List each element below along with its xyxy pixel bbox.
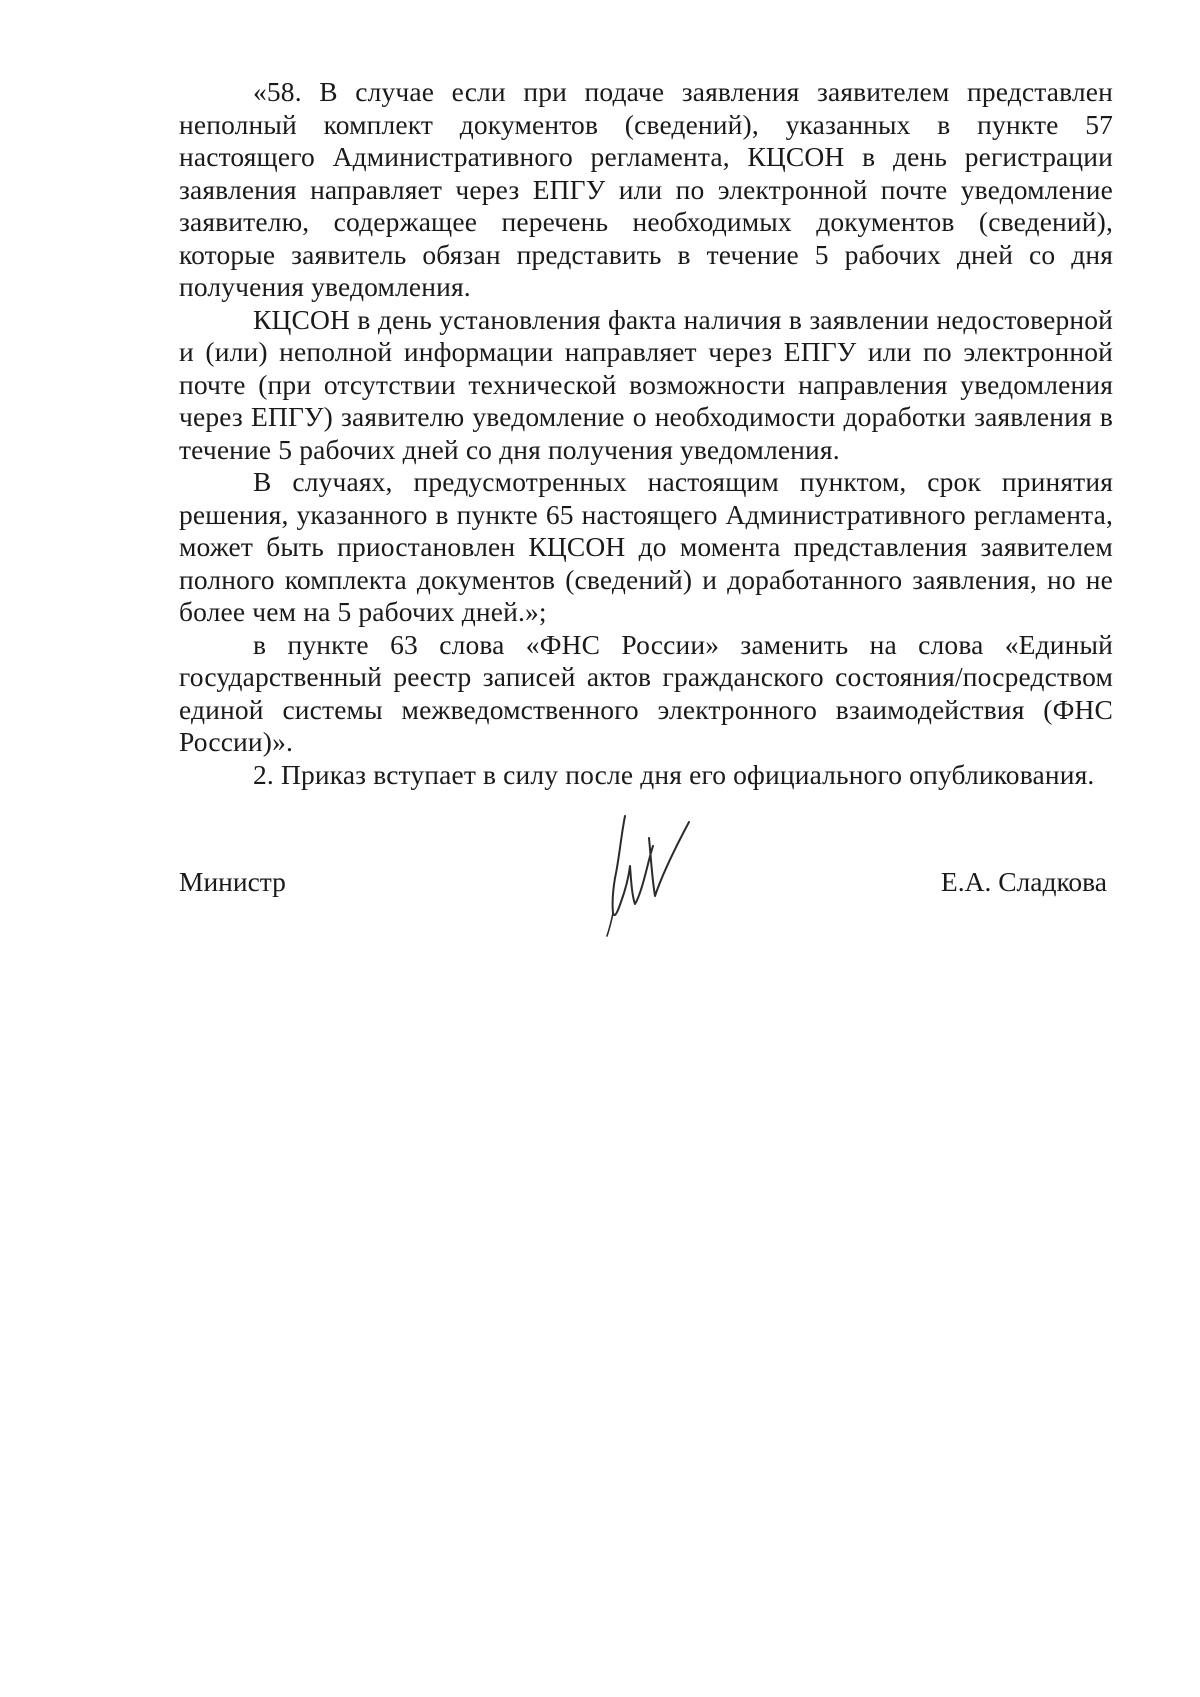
document-body bbox=[179, 76, 1113, 791]
signer-name: Е.А. Сладкова bbox=[940, 866, 1107, 897]
paragraph-58: «58. В случае если при подаче заявления заявителем представлен неполный комплект документов (сведений), указанных в пункте 57 настоящего Административного регламента, КЦСОН в день регистрации заявления направляет через ЕПГУ или по электронной почте уведомление заявителю, содержащее перечень необходимых документов (сведений), которые заявитель обязан представить в течение 5 рабочих дней со дня получения уведомления. bbox=[179, 76, 1113, 302]
signer-position: Министр bbox=[179, 866, 286, 897]
paragraph-suspension: В случаях, предусмотренных настоящим пунктом, срок принятия решения, указанного в пункте 65 настоящего Административного регламента, может быть приостановлен КЦСОН до момента представления заявителем полного комплекта документов (сведений) и доработанного заявления, но не более чем на 5 рабочих дней.»; bbox=[179, 466, 1113, 627]
signature-row bbox=[179, 866, 1113, 906]
paragraph-kcson-notice: КЦСОН в день установления факта наличия в заявлении недостоверной и (или) неполной информации направляет через ЕПГУ или по электронной почте (при отсутствии технической возможности направления уведомления через ЕПГУ) заявителю уведомление о необходимости доработки заявления в течение 5 рабочих дней со дня получения уведомления. bbox=[179, 303, 1113, 465]
paragraph-effective-date: 2. Приказ вступает в силу после дня его официального опубликования. bbox=[253, 758, 1095, 790]
paragraph-item-63: в пункте 63 слова «ФНС России» заменить на слова «Единый государственный реестр записей актов гражданского состояния/посредством единой системы межведомственного электронного взаимодействия (ФНС России)». bbox=[179, 628, 1113, 757]
